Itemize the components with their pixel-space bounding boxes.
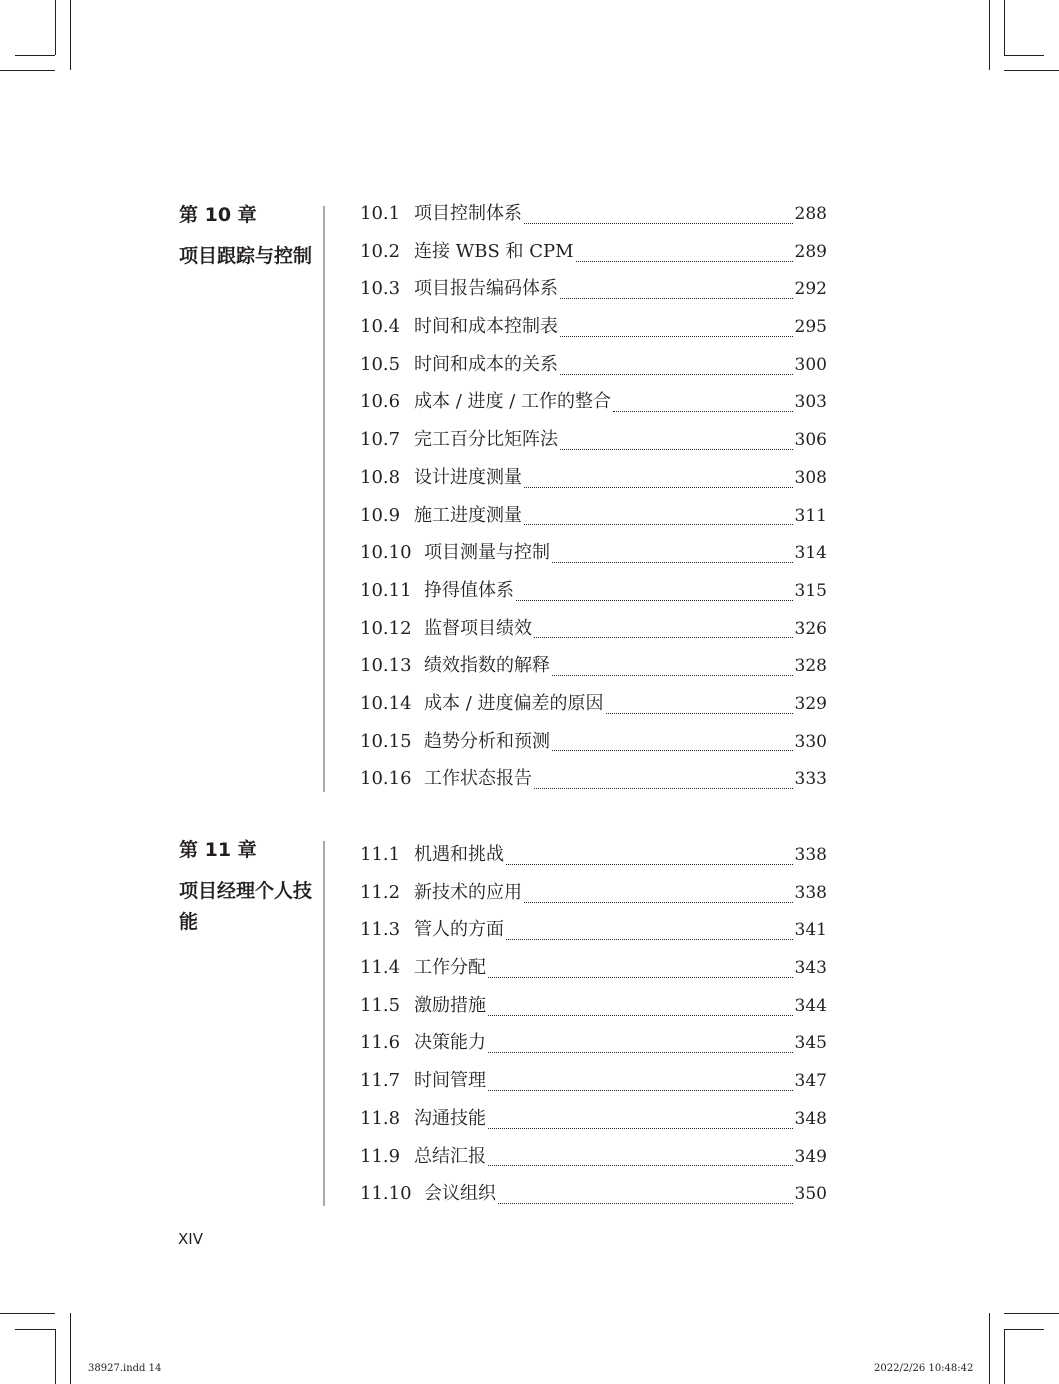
section-number: 10.16 (360, 768, 412, 790)
toc-entry[interactable] (360, 353, 827, 391)
section-number: 10.2 (360, 240, 401, 262)
toc-entry[interactable] (360, 390, 827, 428)
toc-entry[interactable] (360, 654, 827, 692)
section-title: 激励措施 (414, 994, 486, 1016)
toc-entry[interactable] (360, 1031, 827, 1069)
section-title: 时间和成本控制表 (414, 316, 558, 338)
section-title: 成本 / 进度 / 工作的整合 (414, 391, 612, 413)
dot-leader (524, 486, 793, 488)
section-number: 11.9 (360, 1145, 401, 1167)
section-title: 项目控制体系 (414, 203, 522, 224)
dot-leader (506, 938, 793, 940)
page-ref: 289 (794, 241, 827, 262)
section-number: 11.10 (360, 1183, 412, 1205)
dot-leader (488, 1164, 793, 1166)
toc-entry[interactable] (360, 541, 827, 579)
dot-leader (506, 863, 793, 865)
dot-leader (524, 222, 793, 224)
section-title: 趋势分析和预测 (424, 730, 550, 752)
toc-entry[interactable] (360, 730, 827, 768)
dot-leader (488, 1014, 793, 1016)
section-number: 10.13 (360, 655, 412, 677)
section-number: 10.11 (360, 579, 412, 601)
toc-entry[interactable] (360, 315, 827, 353)
section-title: 会议组织 (424, 1183, 496, 1205)
section-number: 10.12 (360, 617, 412, 639)
section-number: 10.5 (360, 353, 401, 375)
page-number: XIV (178, 1230, 203, 1248)
dot-leader (560, 448, 793, 450)
section-title: 施工进度测量 (414, 504, 522, 526)
section-title: 时间和成本的关系 (414, 353, 558, 375)
dot-leader (524, 523, 793, 525)
section-title: 挣得值体系 (424, 579, 514, 601)
page-ref: 300 (794, 354, 827, 375)
section-title: 设计进度测量 (414, 466, 522, 488)
section-number: 10.7 (360, 429, 401, 451)
dot-leader (524, 901, 793, 903)
page-ref: 329 (794, 693, 827, 714)
section-title: 绩效指数的解释 (424, 655, 550, 677)
dot-leader (552, 561, 793, 563)
section-number: 10.15 (360, 730, 412, 752)
dot-leader (488, 1089, 793, 1091)
dot-leader (606, 712, 793, 714)
page-ref: 315 (794, 580, 827, 601)
page-ref: 343 (794, 958, 827, 979)
page-ref: 350 (794, 1184, 827, 1205)
section-number: 10.10 (360, 542, 412, 564)
page-ref: 347 (794, 1071, 827, 1092)
chapter-title: 项目跟踪与控制 (179, 245, 313, 267)
section-title: 项目报告编码体系 (414, 278, 558, 300)
toc-entry[interactable] (360, 881, 827, 919)
page-ref: 314 (794, 543, 827, 564)
page-ref: 311 (794, 505, 827, 526)
page-ref: 348 (794, 1108, 827, 1129)
chapter-number: 第 11 章 (179, 839, 257, 861)
page-ref: 338 (794, 882, 827, 903)
section-title: 沟通技能 (414, 1107, 486, 1129)
section-title: 监督项目绩效 (424, 617, 532, 639)
chapter-title: 项目经理个人技能 (179, 880, 313, 933)
toc-entry[interactable] (360, 918, 827, 956)
section-number: 11.7 (360, 1070, 401, 1092)
page-ref: 349 (794, 1146, 827, 1167)
toc-entry[interactable] (360, 504, 827, 542)
section-number: 11.4 (360, 957, 401, 979)
toc-list (360, 202, 827, 805)
section-number: 10.6 (360, 391, 401, 413)
dot-leader (516, 599, 793, 601)
dot-leader (534, 636, 793, 638)
dot-leader (560, 335, 793, 337)
page-ref: 295 (794, 317, 827, 338)
section-title: 工作状态报告 (424, 768, 532, 790)
dot-leader (488, 976, 793, 978)
toc-entry[interactable] (360, 240, 827, 278)
toc-entry[interactable] (360, 1182, 827, 1220)
section-number: 11.1 (360, 844, 401, 865)
section-number: 10.1 (360, 203, 401, 224)
chapter-number: 第 10 章 (179, 204, 257, 226)
toc-entry[interactable] (360, 1069, 827, 1107)
section-number: 10.9 (360, 504, 401, 526)
toc-entry[interactable] (360, 466, 827, 504)
section-title: 管人的方面 (414, 919, 504, 941)
page-ref: 345 (794, 1033, 827, 1054)
slug-filename: 38927.indd 14 (88, 1363, 162, 1374)
dot-leader (560, 297, 793, 299)
section-number: 11.5 (360, 994, 401, 1016)
dot-leader (576, 260, 793, 262)
page-ref: 344 (794, 995, 827, 1016)
section-number: 10.3 (360, 278, 401, 300)
page-ref: 330 (794, 731, 827, 752)
slug-timestamp: 2022/2/26 10:48:42 (874, 1363, 974, 1374)
toc-list (360, 843, 827, 1220)
section-number: 10.8 (360, 466, 401, 488)
dot-leader (488, 1051, 793, 1053)
dot-leader (613, 410, 793, 412)
section-number: 11.2 (360, 881, 401, 903)
chapter-divider (323, 841, 325, 1206)
page-ref: 292 (794, 279, 827, 300)
section-number: 11.6 (360, 1032, 401, 1054)
section-number: 11.8 (360, 1107, 401, 1129)
dot-leader (552, 674, 793, 676)
dot-leader (488, 1127, 793, 1129)
toc-entry[interactable] (360, 428, 827, 466)
section-title: 工作分配 (414, 957, 486, 979)
section-title: 成本 / 进度偏差的原因 (424, 692, 604, 714)
page-ref: 326 (794, 618, 827, 639)
page-ref: 338 (794, 845, 827, 865)
page-ref: 308 (794, 467, 827, 488)
section-number: 10.4 (360, 316, 401, 338)
section-title: 项目测量与控制 (424, 542, 550, 564)
toc-entry[interactable] (360, 767, 827, 805)
toc-entry[interactable] (360, 202, 827, 240)
section-title: 机遇和挑战 (414, 844, 504, 865)
section-title: 完工百分比矩阵法 (414, 429, 558, 451)
toc-entry[interactable] (360, 579, 827, 617)
page-ref: 306 (794, 430, 827, 451)
toc-entry[interactable] (360, 843, 827, 881)
section-number: 10.14 (360, 692, 412, 714)
section-title: 决策能力 (414, 1032, 486, 1054)
dot-leader (560, 373, 793, 375)
toc-entry[interactable] (360, 1107, 827, 1145)
toc-entry[interactable] (360, 1145, 827, 1183)
toc-entry[interactable] (360, 617, 827, 655)
chapter-divider (323, 206, 325, 792)
dot-leader (552, 749, 793, 751)
toc-entry[interactable] (360, 277, 827, 315)
section-title: 新技术的应用 (414, 881, 522, 903)
section-title: 连接 WBS 和 CPM (414, 240, 574, 262)
dot-leader (534, 787, 793, 789)
section-title: 时间管理 (414, 1070, 486, 1092)
toc-entry[interactable] (360, 692, 827, 730)
page-ref: 288 (794, 204, 827, 224)
page-ref: 328 (794, 656, 827, 677)
dot-leader (498, 1202, 793, 1204)
section-title: 总结汇报 (414, 1145, 486, 1167)
toc-entry[interactable] (360, 994, 827, 1032)
page-ref: 341 (794, 920, 827, 941)
page-ref: 303 (794, 392, 827, 413)
section-number: 11.3 (360, 919, 401, 941)
page-ref: 333 (794, 769, 827, 790)
toc-entry[interactable] (360, 956, 827, 994)
